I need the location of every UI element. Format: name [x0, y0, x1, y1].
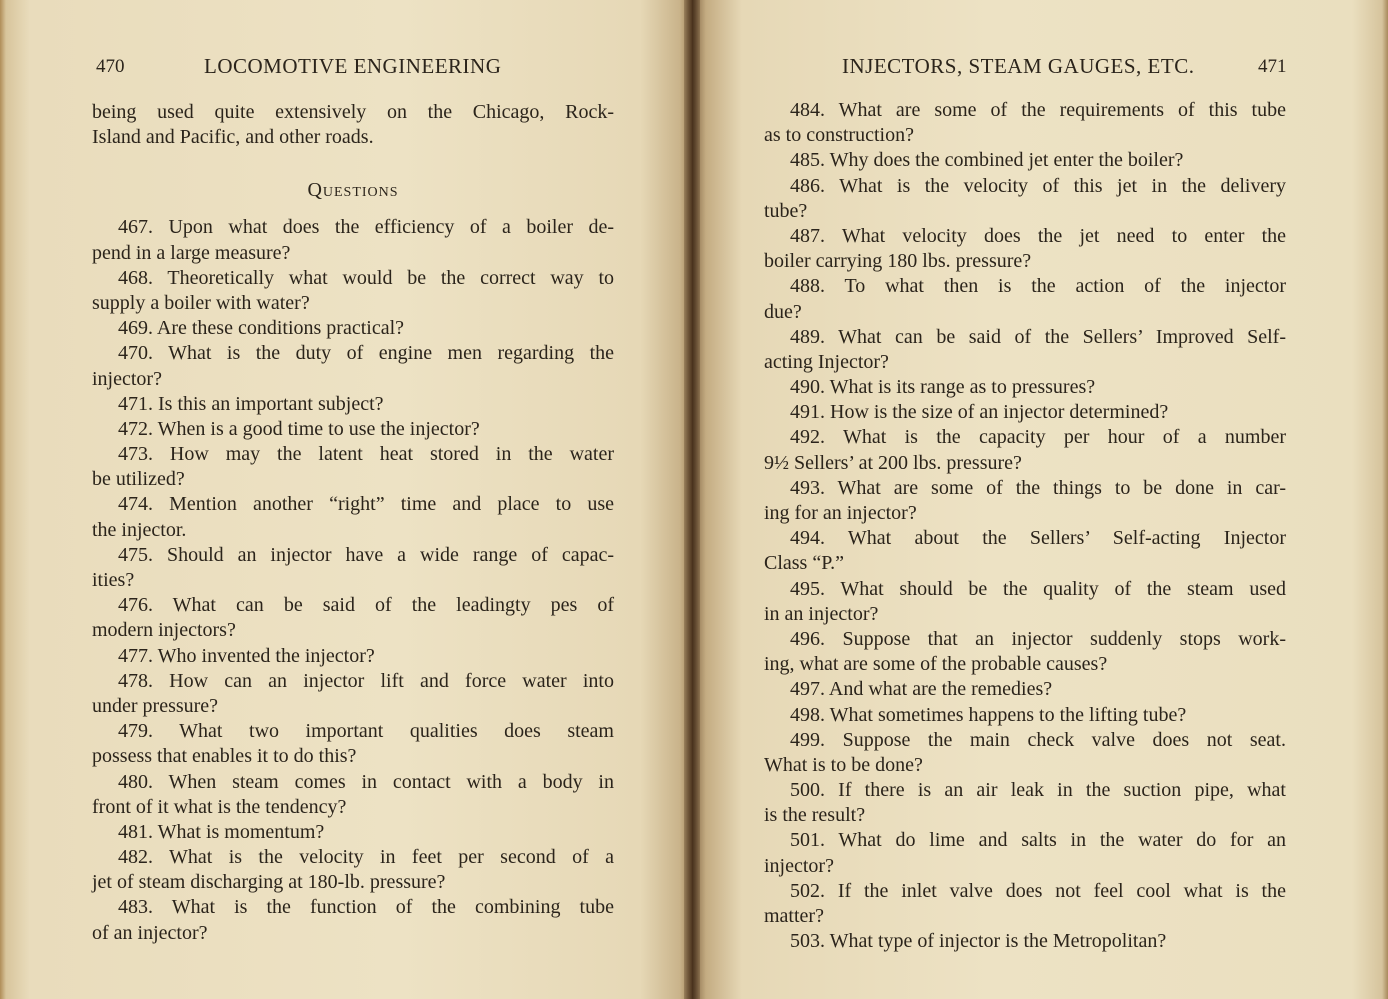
question-line: possess that enables it to do this? [92, 745, 357, 768]
question-line: 487. What velocity does the jet need to enter the [790, 224, 1286, 247]
question-line: is the result? [764, 804, 866, 827]
book-gutter [684, 0, 700, 999]
question-line: 485. Why does the combined jet enter the boiler? [790, 149, 1184, 172]
left-running-head: LOCOMOTIVE ENGINEERING [204, 54, 502, 78]
question-line: ing, what are some of the probable causes? [764, 653, 1108, 676]
question-line: 476. What can be said of the leadingty pes of [118, 594, 614, 617]
question-line: 470. What is the duty of engine men regarding the [118, 342, 614, 365]
question-line: 475. Should an injector have a wide range of capac- [118, 543, 614, 566]
question-line: of an injector? [92, 921, 208, 944]
question-line: 501. What do lime and salts in the water do for an [790, 829, 1286, 852]
question-line: ing for an injector? [764, 502, 917, 524]
question-line: 502. If the inlet valve does not feel cool what is the [790, 879, 1286, 902]
question-line: boiler carrying 180 lbs. pressure? [764, 250, 1032, 273]
question-line: 489. What can be said of the Sellers’ Improved Self- [790, 325, 1286, 348]
left-page [0, 0, 692, 999]
question-line: 498. What sometimes happens to the lifting tube? [790, 703, 1187, 726]
question-line: 468. Theoretically what would be the correct way to [118, 266, 614, 289]
question-line: 495. What should be the quality of the steam used [790, 577, 1286, 600]
question-line: 9½ Sellers’ at 200 lbs. pressure? [764, 451, 1022, 474]
right-page-body [764, 98, 1286, 954]
question-line: as to construction? [764, 124, 914, 147]
question-line: 484. What are some of the requirements of this tube [790, 99, 1286, 121]
question-line: front of it what is the tendency? [92, 795, 347, 818]
question-line: 491. How is the size of an injector determined? [790, 401, 1169, 424]
question-line: 486. What is the velocity of this jet in the delivery [790, 174, 1286, 197]
question-line: 503. What type of injector is the Metropolitan? [790, 930, 1167, 953]
question-line: 478. How can an injector lift and force water into [118, 669, 614, 692]
question-line: under pressure? [92, 694, 219, 717]
question-line: 480. When steam comes in contact with a body in [118, 770, 614, 793]
question-line: ities? [92, 569, 135, 591]
question-line: 474. Mention another “right” time and place to use [118, 493, 614, 516]
question-line: 490. What is its range as to pressures? [790, 376, 1096, 399]
question-line: tube? [764, 199, 808, 222]
question-line: the injector. [92, 518, 187, 541]
question-line: 493. What are some of the things to be done in car- [790, 476, 1286, 499]
question-line: 481. What is momentum? [118, 820, 325, 843]
section-heading: Questions [307, 179, 399, 202]
right-running-head: INJECTORS, STEAM GAUGES, ETC. [842, 54, 1195, 78]
question-line: 492. What is the capacity per hour of a number [790, 426, 1286, 449]
question-line: injector? [92, 367, 162, 390]
question-line: supply a boiler with water? [92, 291, 310, 314]
question-line: acting Injector? [764, 350, 889, 373]
question-line: 469. Are these conditions practical? [118, 317, 405, 340]
question-line: injector? [764, 854, 834, 877]
question-line: modern injectors? [92, 619, 236, 642]
question-line: 467. Upon what does the efficiency of a boiler de- [118, 216, 614, 239]
question-line: 496. Suppose that an injector suddenly stops work- [790, 627, 1286, 650]
question-line: be utilized? [92, 468, 185, 491]
left-page-number: 470 [96, 56, 125, 77]
question-line: 472. When is a good time to use the injector? [118, 417, 480, 440]
paragraph-line: being used quite extensively on the Chicago, Rock- [92, 101, 614, 123]
question-line: 477. Who invented the injector? [118, 644, 375, 667]
question-line: 482. What is the velocity in feet per second of a [118, 846, 614, 869]
left-page-body [92, 100, 614, 946]
question-line: Class “P.” [764, 552, 844, 575]
paragraph-line: Island and Pacific, and other roads. [92, 126, 374, 149]
question-line: 471. Is this an important subject? [118, 392, 384, 415]
question-line: jet of steam discharging at 180-lb. pressure? [92, 871, 446, 894]
question-line: 479. What two important qualities does steam [118, 720, 614, 743]
question-line: What is to be done? [764, 753, 923, 776]
question-line: pend in a large measure? [92, 241, 291, 264]
right-page [692, 0, 1388, 999]
question-line: in an injector? [764, 602, 879, 625]
question-line: 499. Suppose the main check valve does not seat. [790, 728, 1286, 751]
question-line: 473. How may the latent heat stored in the water [118, 443, 614, 466]
question-line: 494. What about the Sellers’ Self-acting Injector [790, 527, 1286, 550]
question-line: 488. To what then is the action of the injector [790, 275, 1286, 298]
right-page-number: 471 [1258, 56, 1287, 77]
question-line: 483. What is the function of the combining tube [118, 896, 614, 919]
question-line: matter? [764, 905, 824, 927]
question-line: 500. If there is an air leak in the suction pipe, what [790, 779, 1286, 802]
question-line: 497. And what are the remedies? [790, 678, 1053, 701]
question-line: due? [764, 300, 802, 323]
